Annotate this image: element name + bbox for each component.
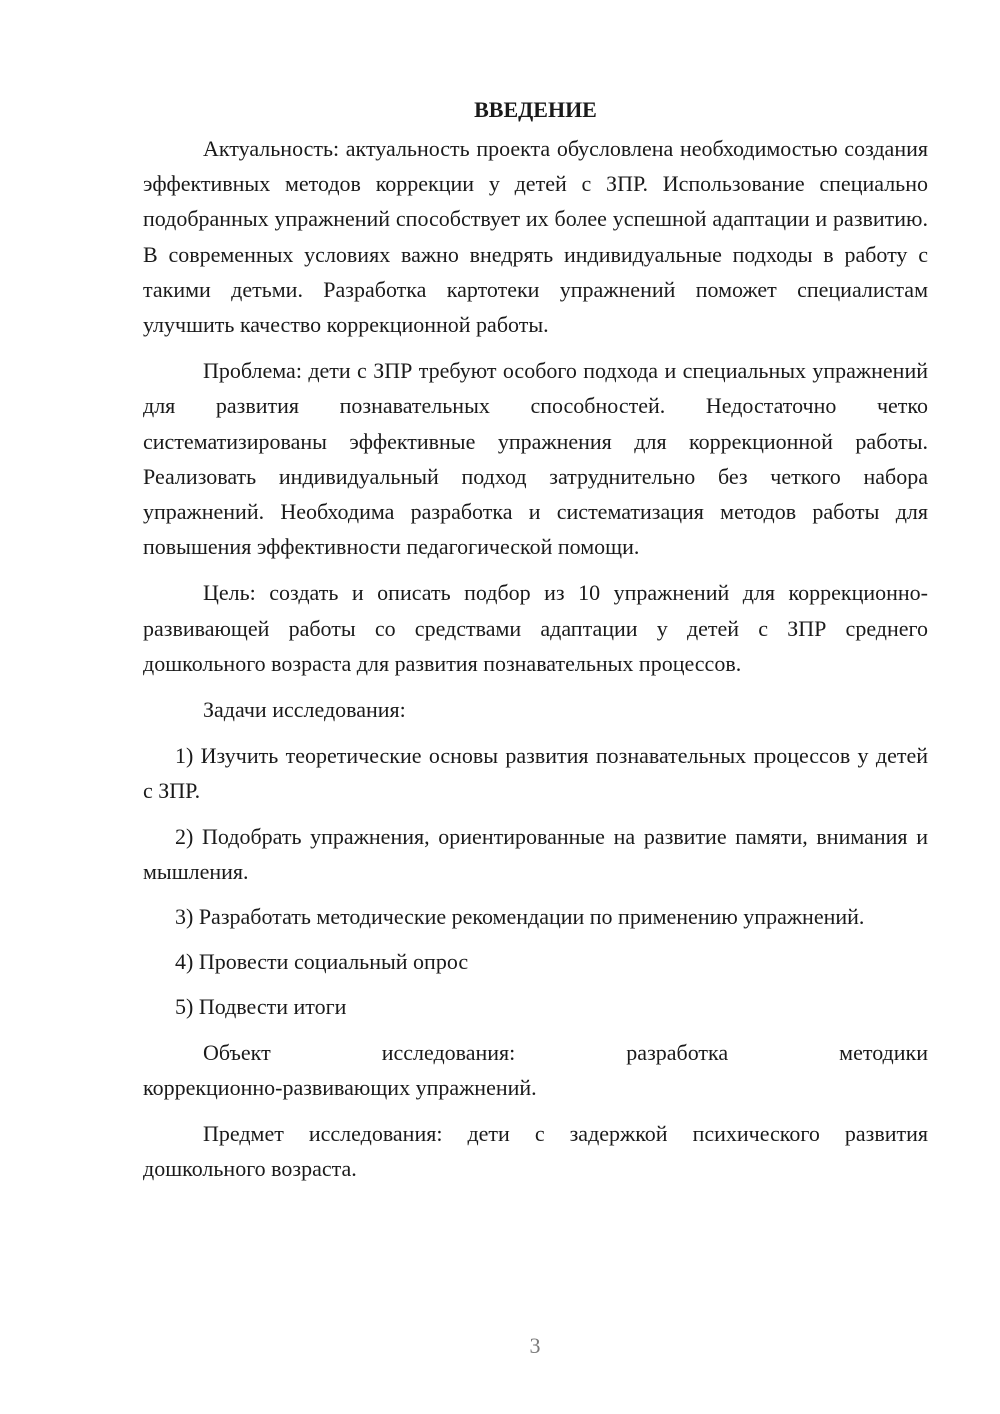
tasks-heading: Задачи исследования: (203, 697, 406, 723)
page-number: 3 (529, 1333, 541, 1358)
relevance-paragraph: Актуальность: актуальность проекта обусловлена необходимостью создания эффективных методов коррекции у детей с ЗПР. Использование специально подобранных упражнений способствует их более успешной адаптации и развитию. В современных условиях важно внедрять индивидуальные подходы в работу с такими детьми. Разработка картотеки упражнений поможет специалистам улучшить качество коррекционной работы. (143, 136, 928, 338)
task-item-1: 1) Изучить теоретические основы развития познавательных процессов у детей с ЗПР. (143, 743, 928, 804)
goal-paragraph: Цель: создать и описать подбор из 10 упражнений для коррекционно-развивающей работы со средствами адаптации у детей с ЗПР среднего дошкольного возраста для развития познавательных процессов. (143, 580, 928, 676)
task-item-4: 4) Провести социальный опрос (175, 949, 469, 975)
problem-paragraph: Проблема: дети с ЗПР требуют особого подхода и специальных упражнений для развития познавательных способностей. Недостаточно четко систематизированы эффективные упражнения для коррекционной работы. Реализовать индивидуальный подход затруднительно без четкого набора упражнений. Необходима разработка и систематизация методов работы для повышения эффективности педагогической помощи. (143, 358, 928, 560)
document-title: ВВЕДЕНИЕ (474, 97, 597, 122)
object-line-2: коррекционно-развивающих упражнений. (143, 1074, 537, 1100)
task-item-5: 5) Подвести итоги (175, 994, 347, 1020)
task-item-3: 3) Разработать методические рекомендации по применению упражнений. (175, 904, 865, 930)
subject-paragraph: Предмет исследования: дети с задержкой психического развития дошкольного возраста. (143, 1121, 928, 1182)
task-item-2: 2) Подобрать упражнения, ориентированные на развитие памяти, внимания и мышления. (143, 823, 928, 884)
object-paragraph (143, 1035, 928, 1105)
object-line-1: Объект исследования: разработка методики (203, 1039, 928, 1065)
document-page (143, 92, 928, 1197)
